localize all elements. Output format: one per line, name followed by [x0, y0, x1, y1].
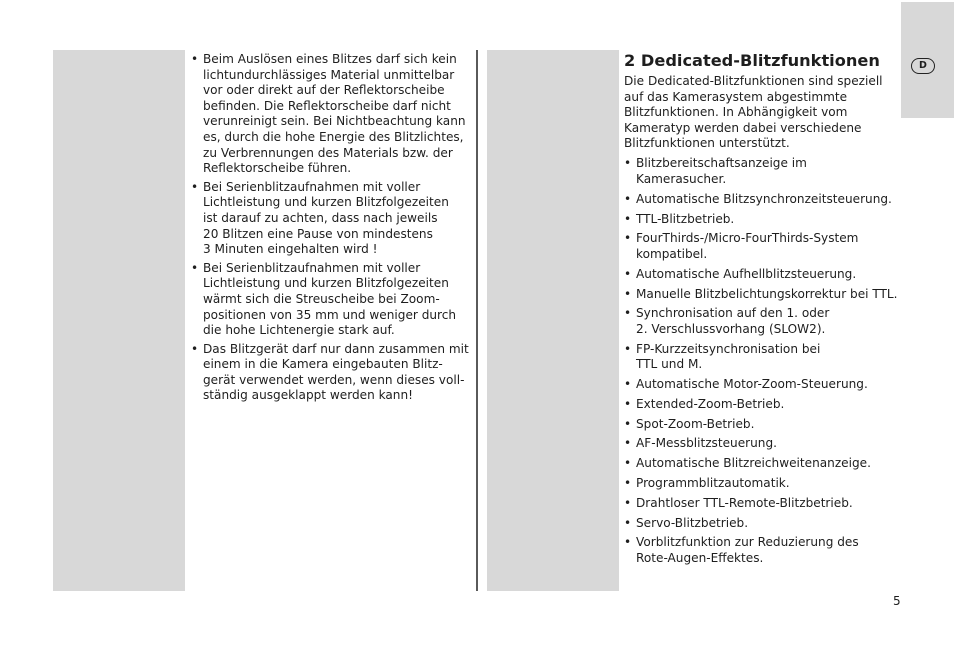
right-margin-block — [487, 50, 619, 591]
bullet-item — [624, 192, 898, 208]
bullet-line: 20 Blitzen eine Pause von mindestens — [203, 226, 433, 241]
bullet-line: befinden. Die Reflektorscheibe darf nicht — [203, 98, 451, 113]
bullet-line: positionen von 35 mm und weniger durch — [203, 307, 457, 322]
bullet-line: gerät verwendet werden, wenn dieses voll- — [203, 372, 465, 387]
bullet-item — [191, 52, 467, 177]
bullet-item — [624, 436, 898, 452]
bullet-line: • FourThirds-/Micro-FourThirds-System — [636, 231, 859, 246]
bullet-line: zu Verbrennungen des Materials bzw. der — [203, 145, 453, 160]
bullet-line: • Manuelle Blitzbelichtungskorrektur bei TTL. — [636, 286, 898, 301]
bullet-line: Reflektorscheibe führen. — [203, 161, 352, 176]
intro-line: Die Dedicated-Blitzfunktionen sind speziell — [624, 74, 883, 88]
bullet-line: • Servo-Blitzbetrieb. — [636, 515, 749, 530]
bullet-line: 3 Minuten eingehalten wird ! — [203, 242, 378, 257]
feature-list — [624, 156, 898, 566]
bullet-item — [624, 342, 898, 373]
bullet-item — [624, 397, 898, 413]
bullet-line: ist darauf zu achten, dass nach jeweils — [203, 210, 438, 225]
bullet-line: • Automatische Motor-Zoom-Steuerung. — [636, 377, 868, 392]
intro-line: Blitzfunktionen unterstützt. — [624, 136, 790, 151]
bullet-line: 2. Verschlussvorhang (SLOW2). — [636, 321, 826, 336]
bullet-item — [191, 261, 467, 339]
bullet-line: Kamerasucher. — [636, 172, 727, 187]
bullet-line: die hohe Lichtenergie stark auf. — [203, 323, 395, 338]
bullet-line: • FP-Kurzzeitsynchronisation bei — [636, 341, 821, 356]
bullet-line: Rote-Augen-Effektes. — [636, 550, 764, 565]
bullet-line: • AF-Messblitzsteuerung. — [636, 436, 777, 451]
bullet-item — [624, 306, 898, 337]
bullet-item — [624, 287, 898, 303]
bullet-item — [191, 342, 467, 404]
bullet-line: • Synchronisation auf den 1. oder — [636, 306, 830, 321]
bullet-item — [624, 516, 898, 532]
bullet-line: verunreinigt sein. Bei Nichtbeachtung kann — [203, 114, 466, 129]
bullet-line: vor oder direkt auf der Reflektorscheibe — [203, 83, 445, 98]
bullet-item — [191, 180, 467, 258]
bullet-line: • Bei Serienblitzaufnahmen mit voller — [203, 179, 421, 194]
bullet-line: • Automatische Blitzreichweitenanzeige. — [636, 456, 871, 471]
bullet-line: • Extended-Zoom-Betrieb. — [636, 396, 785, 411]
bullet-item — [624, 267, 898, 283]
bullet-line: • Spot-Zoom-Betrieb. — [636, 416, 755, 431]
bullet-line: wärmt sich die Streuscheibe bei Zoom- — [203, 291, 440, 306]
intro-line: auf das Kamerasystem abgestimmte — [624, 89, 848, 104]
bullet-line: Lichtleistung und kurzen Blitzfolgezeiten — [203, 195, 449, 210]
bullet-line: • Vorblitzfunktion zur Reduzierung des — [636, 535, 859, 550]
bullet-item — [624, 496, 898, 512]
bullet-line: • Blitzbereitschaftsanzeige im — [636, 156, 807, 171]
page-number: 5 — [893, 594, 901, 608]
bullet-line: • Bei Serienblitzaufnahmen mit voller — [203, 260, 421, 275]
bullet-line: ständig ausgeklappt werden kann! — [203, 388, 413, 403]
bullet-line: • Drahtloser TTL-Remote-Blitzbetrieb. — [636, 495, 853, 510]
bullet-item — [624, 377, 898, 393]
bullet-line: einem in die Kamera eingebauten Blitz- — [203, 357, 443, 372]
bullet-item — [624, 476, 898, 492]
bullet-item — [624, 456, 898, 472]
bullet-item — [624, 417, 898, 433]
bullet-line: • TTL-Blitzbetrieb. — [636, 211, 735, 226]
bullet-line: • Beim Auslösen eines Blitzes darf sich kein — [203, 52, 457, 66]
bullet-line: • Das Blitzgerät darf nur dann zusammen mit — [203, 341, 469, 356]
bullet-line: TTL und M. — [636, 357, 703, 372]
bullet-line: es, durch die hohe Energie des Blitzlichtes, — [203, 129, 464, 144]
intro-line: Blitzfunktionen. In Abhängigkeit vom — [624, 105, 848, 120]
bullet-item — [624, 535, 898, 566]
bullet-line: • Automatische Aufhellblitzsteuerung. — [636, 266, 857, 281]
language-badge: D — [911, 58, 935, 74]
intro-line: Kameratyp werden dabei verschiedene — [624, 120, 862, 135]
column-divider — [476, 50, 478, 591]
right-text-column — [624, 52, 898, 571]
bullet-line: Lichtleistung und kurzen Blitzfolgezeiten — [203, 276, 449, 291]
intro-paragraph — [624, 74, 898, 152]
left-bullet-list — [191, 52, 467, 404]
bullet-line: kompatibel. — [636, 247, 708, 261]
bullet-item — [624, 212, 898, 228]
section-heading: 2 Dedicated-Blitzfunktionen — [624, 51, 880, 70]
bullet-line: • Programmblitzautomatik. — [636, 476, 790, 490]
bullet-line: • Automatische Blitzsynchronzeitsteuerung. — [636, 191, 892, 206]
bullet-line: lichtundurchlässiges Material unmittelbar — [203, 67, 455, 82]
left-margin-block — [53, 50, 185, 591]
bullet-item — [624, 156, 898, 187]
bullet-item — [624, 231, 898, 262]
left-text-column — [191, 52, 467, 407]
